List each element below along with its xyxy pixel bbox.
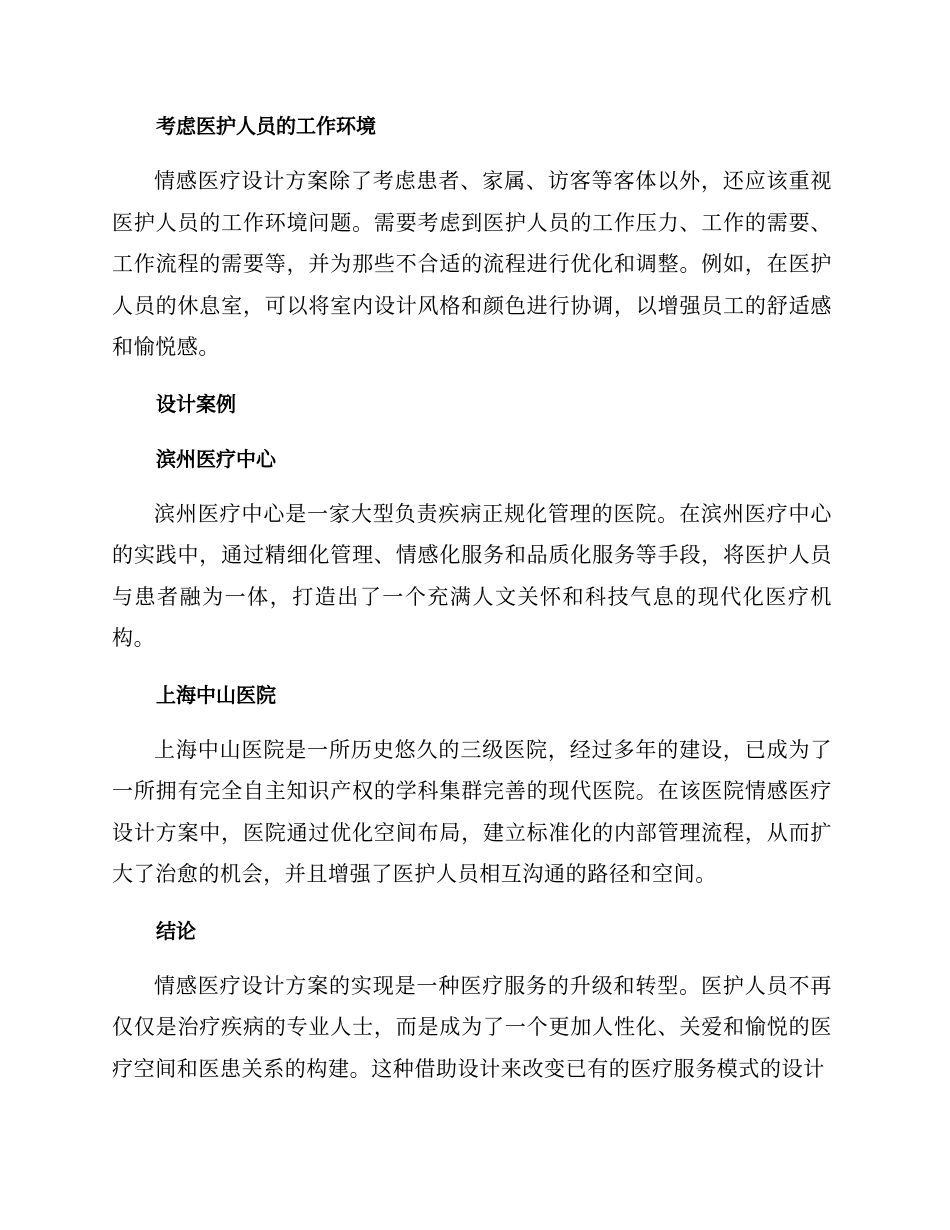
section-heading-conclusion: 结论 (156, 918, 196, 943)
document-body (112, 106, 832, 1090)
section-heading-shanghai-zhongshan-hospital: 上海中山医院 (156, 682, 276, 707)
paragraph-conclusion: 情感医疗设计方案的实现是一种医疗服务的升级和转型。医护人员不再仅仅是治疗疾病的专业人士，而是成为了一个更加人性化、关爱和愉悦的医疗空间和医患关系的构建。这种借助设计来改变已有的医疗服务模式的设计 (112, 973, 832, 1081)
section-heading-work-environment: 考虑医护人员的工作环境 (156, 114, 376, 138)
paragraph-shanghai-zhongshan-hospital: 上海中山医院是一所历史悠久的三级医院，经过多年的建设，已成为了一所拥有完全自主知识产权的学科集群完善的现代医院。在该医院情感医疗设计方案中，医院通过优化空间布局，建立标准化的内部管理流程，从而扩大了治愈的机会，并且增强了医护人员相互沟通的路径和空间。 (112, 737, 832, 886)
paragraph-binzhou-medical-center: 滨州医疗中心是一家大型负责疾病正规化管理的医院。在滨州医疗中心的实践中，通过精细化管理、情感化服务和品质化服务等手段，将医护人员与患者融为一体，打造出了一个充满人文关怀和科技气息的现代化医疗机构。 (112, 501, 832, 650)
section-heading-design-cases: 设计案例 (156, 391, 236, 416)
paragraph-work-environment: 情感医疗设计方案除了考虑患者、家属、访客等客体以外，还应该重视医护人员的工作环境问题。需要考虑到医护人员的工作压力、工作的需要、工作流程的需要等，并为那些不合适的流程进行优化和调整。例如，在医护人员的休息室，可以将室内设计风格和颜色进行协调，以增强员工的舒适感和愉悦感。 (112, 169, 832, 359)
section-heading-binzhou-medical-center: 滨州医疗中心 (156, 446, 276, 471)
